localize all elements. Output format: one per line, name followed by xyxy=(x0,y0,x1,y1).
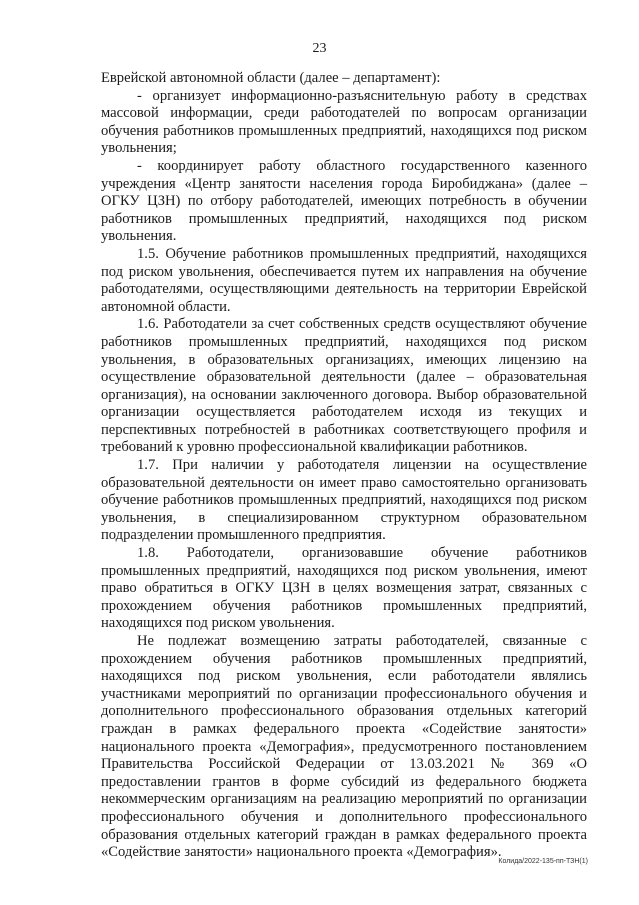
paragraph-list-item-coordinating: - координирует работу областного государственного казенного учреждения «Центр занятости населения города Биробиджана» (далее – ОГКУ ЦЗН) по отбору работодателей, имеющих потребность в обучении работников промышленных предприятий, находящихся под риском увольнения. xyxy=(101,157,587,245)
paragraph-clause-1-7: 1.7. При наличии у работодателя лицензии на осуществление образовательной деятельности он имеет право самостоятельно организовать обучение работников промышленных предприятий, находящихся под риском увольнения, в специализированном структурном образовательном подразделении промышленного предприятия. xyxy=(101,457,587,544)
paragraph-clause-1-5: 1.5. Обучение работников промышленных предприятий, находящихся под риском увольнения, обеспечивается путем их направления на обучение работодателями, осуществляющими деятельность на территории Еврейской автономной области. xyxy=(101,245,587,315)
paragraph-department-intro: Еврейской автономной области (далее – департамент): xyxy=(101,70,441,86)
paragraph-clause-1-8: 1.8. Работодатели, организовавшие обучение работников промышленных предприятий, находящихся под риском увольнения, имеют право обратиться в ОГКУ ЦЗН в целях возмещения затрат, связанных с прохождением обучения работников промышленных предприятий, находящихся под риском увольнения. xyxy=(101,545,587,632)
document-body xyxy=(101,70,587,862)
page-number: 23 xyxy=(312,41,327,56)
paragraph-list-item-informing: - организует информационно-разъяснительную работу в средствах массовой информации, среди работодателей по вопросам организации обучения работников промышленных предприятий, находящихся под риском увольнения; xyxy=(101,87,587,157)
document-code: Колида/2022-135-пп-ТЗН(1) xyxy=(498,858,588,865)
paragraph-non-reimbursable-costs: Не подлежат возмещению затраты работодателей, связанные с прохождением обучения работников промышленных предприятий, находящихся под риском увольнения, если работодатели являлись участниками мероприятий по организации профессионального обучения и дополнительного профессионального образования отдельных категорий граждан в рамках федерального проекта «Содействие занятости» национального проекта «Демография», предусмотренного постановлением Правительства Российской Федерации от 13.03.2021 № 369 «О предоставлении грантов в форме субсидий из федерального бюджета некоммерческим организациям на реализацию мероприятий по организации профессионального обучения и дополнительного профессионального образования отдельных категорий граждан в рамках федерального проекта «Содействие занятости» национального проекта «Демография». xyxy=(101,633,587,861)
paragraph-clause-1-6: 1.6. Работодатели за счет собственных средств осуществляют обучение работников промышленных предприятий, находящихся под риском увольнения, в образовательных организациях, имеющих лицензию на осуществление образовательной деятельности (далее – образовательная организация), на основании заключенного договора. Выбор образовательной организации осуществляется работодателем исходя из текущих и перспективных потребностей в работниках соответствующего профиля и требований к уровню профессиональной квалификации работников. xyxy=(101,316,587,456)
